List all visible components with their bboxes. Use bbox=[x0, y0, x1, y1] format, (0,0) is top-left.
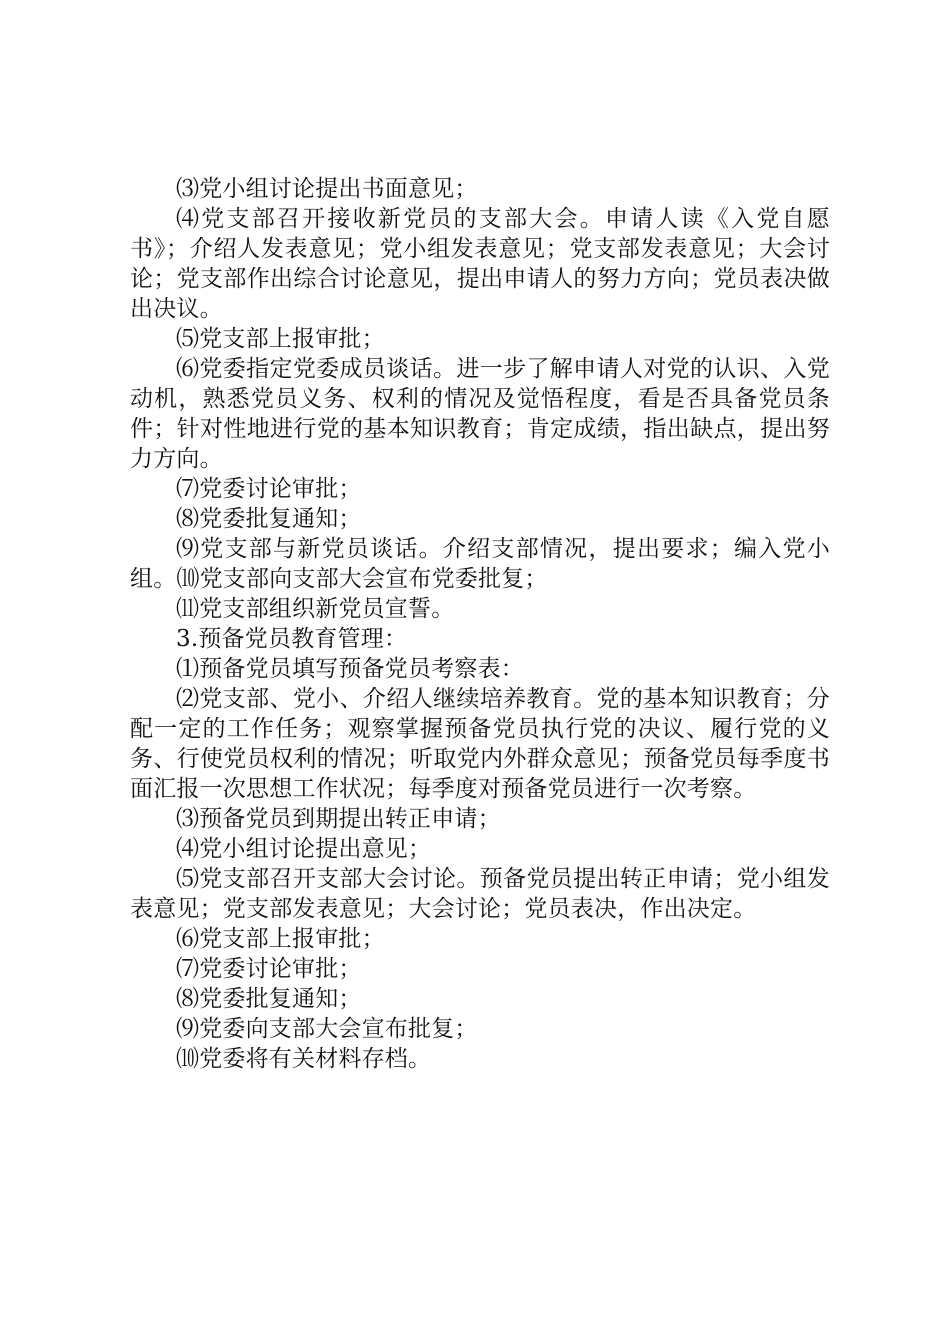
paragraph-6-committee-talk: ⑹党委指定党委成员谈话。进一步了解申请人对党的认识、入党动机，熟悉党员义务、权利的情况及觉悟程度，看是否具备党员条件；针对性地进行党的基本知识教育；肯定成绩，指出缺点，提出努力方向。 bbox=[130, 356, 830, 472]
paragraph-p7-committee-approval: ⑺党委讨论审批； bbox=[176, 956, 362, 982]
paragraph-8-committee-notice: ⑻党委批复通知； bbox=[176, 506, 362, 532]
paragraph-3-party-group-opinion: ⑶党小组讨论提出书面意见； bbox=[176, 176, 478, 202]
paragraph-4-branch-meeting: ⑷党支部召开接收新党员的支部大会。申请人读《入党自愿书》；介绍人发表意见；党小组发表意见；党支部发表意见；大会讨论；党支部作出综合讨论意见，提出申请人的努力方向；党员表决做出决议。 bbox=[130, 206, 830, 322]
paragraph-p6-branch-report: ⑹党支部上报审批； bbox=[176, 926, 385, 952]
section-heading-probationary-management: 3.预备党员教育管理： bbox=[176, 626, 408, 652]
paragraph-7-committee-approval: ⑺党委讨论审批； bbox=[176, 476, 362, 502]
paragraph-p1-fill-form: ⑴预备党员填写预备党员考察表： bbox=[176, 656, 524, 682]
paragraph-9-branch-talk: ⑼党支部与新党员谈话。介绍支部情况，提出要求；编入党小组。⑽党支部向支部大会宣布党委批复； bbox=[130, 536, 830, 592]
paragraph-11-oath: ⑾党支部组织新党员宣誓。 bbox=[176, 596, 455, 622]
paragraph-5-branch-report: ⑸党支部上报审批； bbox=[176, 326, 385, 352]
paragraph-p9-announce: ⑼党委向支部大会宣布批复； bbox=[176, 1016, 478, 1042]
paragraph-p2-training: ⑵党支部、党小、介绍人继续培养教育。党的基本知识教育；分配一定的工作任务；观察掌握预备党员执行党的决议、履行党的义务、行使党员权利的情况；听取党内外群众意见；预备党员每季度书面汇报一次思想工作状况；每季度对预备党员进行一次考察。 bbox=[130, 686, 830, 802]
paragraph-p5-branch-meeting: ⑸党支部召开支部大会讨论。预备党员提出转正申请；党小组发表意见；党支部发表意见；大会讨论；党员表决，作出决定。 bbox=[130, 866, 830, 922]
paragraph-p8-committee-notice: ⑻党委批复通知； bbox=[176, 986, 362, 1012]
document-body bbox=[130, 174, 830, 1074]
paragraph-p4-group-opinion: ⑷党小组讨论提出意见； bbox=[176, 836, 432, 862]
paragraph-p3-apply-regularization: ⑶预备党员到期提出转正申请； bbox=[176, 806, 501, 832]
paragraph-p10-archive: ⑽党委将有关材料存档。 bbox=[176, 1046, 432, 1072]
